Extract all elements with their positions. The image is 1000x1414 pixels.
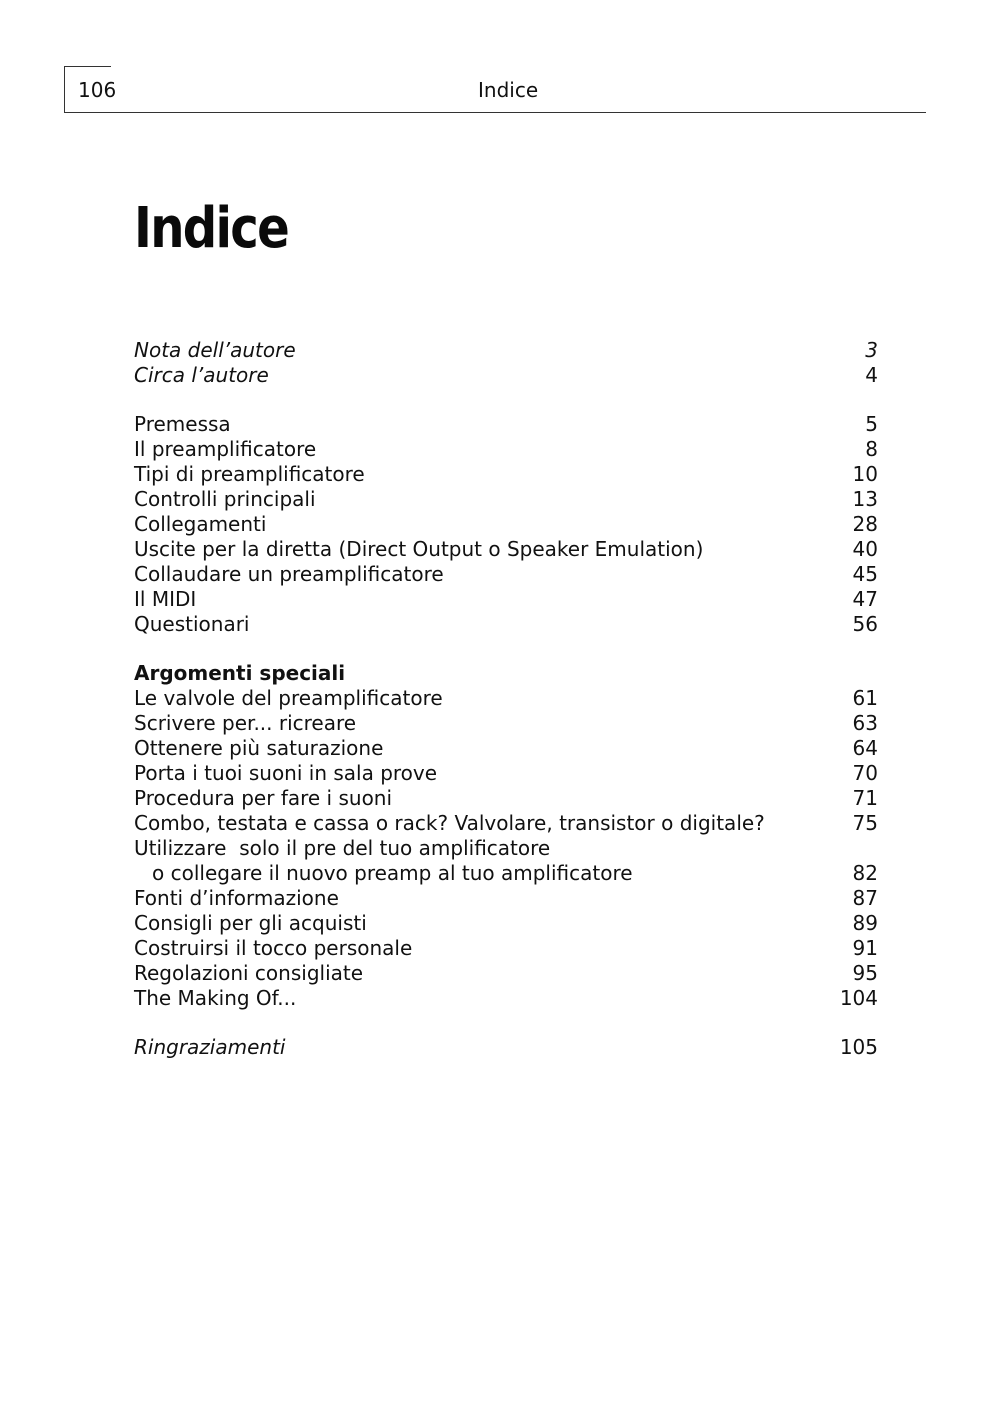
toc-entry-label: o collegare il nuovo preamp al tuo amplificatore — [152, 861, 633, 885]
toc-entry-label: Regolazioni consigliate — [134, 961, 364, 985]
toc-entry-label: Uscite per la diretta (Direct Output o Speaker Emulation) — [134, 537, 704, 561]
toc-entry — [134, 786, 878, 811]
toc-entry-label: Questionari — [134, 612, 250, 636]
toc-entry — [134, 711, 878, 736]
toc-entry — [134, 412, 878, 437]
toc-entry-label: Ottenere più saturazione — [134, 736, 384, 760]
toc-entry-label: Nota dell’autore — [134, 338, 296, 362]
section-gap — [134, 637, 878, 661]
toc-entry-label: Controlli principali — [134, 487, 316, 511]
toc-entry — [134, 936, 878, 961]
toc-entry — [134, 537, 878, 562]
toc-entry — [134, 686, 878, 711]
toc-entry-label: Il MIDI — [134, 587, 197, 611]
toc-entry-page: 5 — [865, 412, 878, 436]
toc-entry — [134, 811, 878, 836]
toc-entry — [134, 437, 878, 462]
toc-entry — [134, 761, 878, 786]
toc-entry-page: 28 — [852, 512, 878, 536]
toc-entry-page: 64 — [852, 736, 878, 760]
toc-entry-label: Porta i tuoi suoni in sala prove — [134, 761, 438, 785]
section-gap — [134, 388, 878, 412]
toc-entry-label: Collaudare un preamplificatore — [134, 562, 444, 586]
special-topics-heading: Argomenti speciali — [134, 661, 346, 685]
toc-entry-page: 75 — [852, 811, 878, 835]
toc-entry-page: 89 — [852, 911, 878, 935]
page-title: Indice — [134, 196, 289, 261]
toc-entry — [134, 363, 878, 388]
toc-entry-label: Consigli per gli acquisti — [134, 911, 367, 935]
toc-entry-page: 47 — [852, 587, 878, 611]
toc-entry — [134, 487, 878, 512]
toc-section-heading — [134, 661, 878, 686]
toc-entry — [134, 886, 878, 911]
toc-entry — [134, 587, 878, 612]
toc-entry-label: Circa l’autore — [134, 363, 269, 387]
toc-entry-page: 56 — [852, 612, 878, 636]
toc-entry-page: 87 — [852, 886, 878, 910]
toc-entry — [134, 612, 878, 637]
table-of-contents — [134, 338, 878, 1060]
toc-entry-label: Costruirsi il tocco personale — [134, 936, 413, 960]
toc-entry-page — [838, 836, 878, 861]
toc-entry-page: 8 — [865, 437, 878, 461]
toc-entry-label: The Making Of... — [134, 986, 297, 1010]
toc-entry — [134, 562, 878, 587]
header-rule — [64, 112, 926, 113]
toc-entry-page: 82 — [852, 861, 878, 885]
toc-entry-label: Combo, testata e cassa o rack? Valvolare, transistor o digitale? — [134, 811, 765, 835]
toc-entry — [134, 736, 878, 761]
toc-entry-page: 45 — [852, 562, 878, 586]
toc-entry-label: Scrivere per... ricreare — [134, 711, 357, 735]
toc-entry — [134, 462, 878, 487]
toc-entry-label: Le valvole del preamplificatore — [134, 686, 443, 710]
toc-entry-page: 95 — [852, 961, 878, 985]
toc-entry-page: 13 — [852, 487, 878, 511]
toc-entry-label: Utilizzare solo il pre del tuo amplificatore — [134, 836, 551, 860]
toc-entry-page: 61 — [852, 686, 878, 710]
toc-entry — [134, 961, 878, 986]
toc-entry — [134, 911, 878, 936]
toc-entry-page: 63 — [852, 711, 878, 735]
toc-entry-page: 3 — [865, 338, 878, 362]
toc-entry-label: Ringraziamenti — [134, 1035, 286, 1059]
toc-entry-label: Tipi di preamplificatore — [134, 462, 365, 486]
toc-entry — [134, 836, 878, 861]
toc-entry — [134, 512, 878, 537]
toc-entry-label: Fonti d’informazione — [134, 886, 339, 910]
toc-entry-label: Il preamplificatore — [134, 437, 317, 461]
running-head — [64, 66, 926, 114]
section-gap — [134, 1011, 878, 1035]
toc-entry-label: Collegamenti — [134, 512, 267, 536]
toc-entry — [134, 1035, 878, 1060]
toc-entry-page: 70 — [852, 761, 878, 785]
running-title: Indice — [478, 78, 539, 102]
toc-entry-page: 4 — [865, 363, 878, 387]
toc-entry-page: 91 — [852, 936, 878, 960]
toc-entry-page: 10 — [852, 462, 878, 486]
toc-entry — [134, 986, 878, 1011]
page-number: 106 — [78, 78, 117, 102]
toc-entry-label: Premessa — [134, 412, 231, 436]
toc-entry — [134, 338, 878, 363]
toc-entry — [134, 861, 878, 886]
toc-entry-page: 40 — [852, 537, 878, 561]
toc-entry-label: Procedura per fare i suoni — [134, 786, 393, 810]
toc-entry-page: 104 — [839, 986, 878, 1010]
toc-entry-page: 105 — [839, 1035, 878, 1059]
toc-entry-page: 71 — [852, 786, 878, 810]
